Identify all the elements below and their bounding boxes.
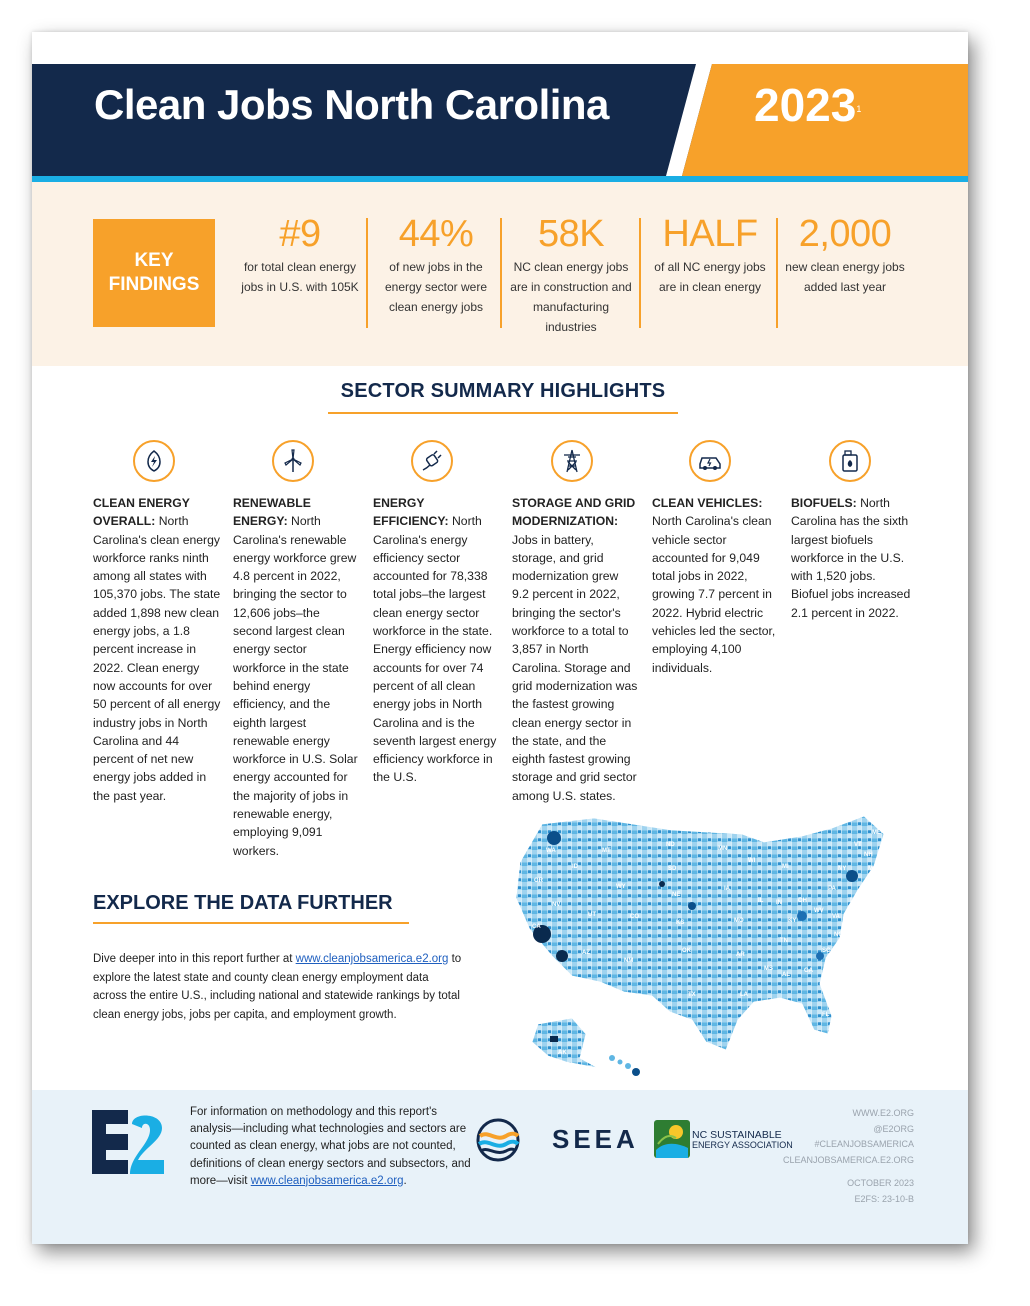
explore-paragraph — [93, 950, 463, 1024]
footer-code: E2FS: 23-10-B — [854, 1193, 914, 1204]
sector-renewable-energy — [233, 494, 359, 860]
map-label: TX — [688, 992, 696, 998]
stat-description — [506, 257, 636, 337]
stat-divider — [366, 218, 368, 328]
stat-new-jobs-share — [376, 212, 496, 317]
map-label: WA — [546, 848, 556, 854]
sector-text: Jobs in battery, storage, and grid modernization grew 9.2 percent in 2022, bringing the sector's workforce to a total to 3,857 in North Carolina. Storage and grid modernization was the fastest growing clean energy sector in the state, and the eighth fastest growing storage and grid sector among U.S. states. — [512, 532, 638, 803]
stat-desc-line: are in clean energy — [658, 280, 762, 294]
map-label: OK — [682, 948, 691, 954]
report-year — [754, 78, 861, 132]
stat-desc-line: NC clean energy jobs — [513, 260, 629, 274]
key-findings-label — [93, 219, 215, 327]
map-label: SC — [822, 948, 831, 954]
key-findings-label-line1: KEY — [134, 250, 174, 271]
seea-logo-icon — [476, 1118, 548, 1167]
explore-text-before: Dive deeper into in this report further at — [93, 953, 296, 965]
map-label: OR — [534, 878, 543, 884]
stat-description — [376, 257, 496, 317]
stat-value: 58K — [537, 213, 605, 255]
stat-desc-line: energy sector were — [384, 280, 488, 294]
sector-heading: BIOFUELS: — [791, 496, 857, 510]
map-label: HI — [614, 1050, 620, 1056]
ncsea-logo-icon — [654, 1120, 690, 1163]
map-label: IA — [724, 886, 730, 892]
map-label: KY — [788, 918, 797, 924]
sector-heading: ENERGY EFFICIENCY: — [373, 496, 449, 529]
map-label: MN — [718, 846, 728, 852]
map-label: LA — [740, 992, 748, 998]
leaf-bolt-icon — [133, 440, 175, 482]
sector-clean-vehicles — [652, 494, 778, 677]
sector-clean-energy-overall — [93, 494, 221, 805]
explore-title: EXPLORE THE DATA FURTHER — [93, 892, 393, 914]
plug-icon — [411, 440, 453, 482]
electric-car-icon — [689, 440, 731, 482]
sector-text: North Carolina's energy efficiency sector accounted for 78,338 total jobs–the largest clean energy sector workforce in the state. Energy efficiency now accounts for over 74 percent of all clean energy jobs in North Carolina and is the seventh largest energy efficiency workforce in the U.S. — [373, 514, 497, 785]
map-label: UT — [588, 912, 596, 918]
stat-desc-line: added last year — [803, 280, 887, 294]
map-label: CO — [630, 914, 639, 920]
stat-divider — [639, 218, 641, 328]
sector-summary-title: SECTOR SUMMARY HIGHLIGHTS — [340, 380, 666, 402]
power-tower-icon — [551, 440, 593, 482]
stat-new-jobs-added — [784, 212, 906, 297]
methodology-link[interactable]: www.cleanjobsamerica.e2.org — [250, 1174, 404, 1187]
map-label: ND — [666, 842, 675, 848]
stat-construction-jobs — [506, 212, 636, 337]
methodology-text-after: . — [403, 1174, 407, 1187]
stat-energy-jobs-half — [646, 212, 774, 297]
ncsea-logo-text — [692, 1130, 793, 1150]
map-label: WY — [616, 884, 626, 890]
sector-heading: CLEAN ENERGY OVERALL: — [93, 496, 190, 529]
map-label: MS — [764, 966, 773, 972]
map-label: DE — [850, 898, 859, 904]
sector-heading: CLEAN VEHICLES: — [652, 496, 763, 510]
stat-divider — [776, 218, 778, 328]
wind-turbine-icon — [272, 440, 314, 482]
map-label: NY — [838, 866, 847, 872]
sector-text: North Carolina's clean energy workforce ranks ninth among all states with 105,370 jobs. The state added 1,898 new clean energy jobs, a 1.8 percent increase in 2022. Clean energy now accounts for over 50 percent of all energy industry jobs in North Carolina and 44 percent of net new energy jobs added in the past year. — [93, 514, 221, 803]
ncsea-line: NC SUSTAINABLE — [692, 1129, 782, 1141]
map-label: AL — [782, 972, 790, 978]
header-banner — [32, 64, 968, 176]
map-label: WV — [814, 908, 824, 914]
footer-handle: @E2ORG — [873, 1123, 914, 1134]
map-label: OH — [798, 898, 807, 904]
map-label: SD — [668, 866, 677, 872]
stat-description — [784, 257, 906, 297]
stat-rank — [232, 212, 368, 297]
map-label: CA — [532, 924, 541, 930]
map-label: MI — [782, 864, 789, 870]
stat-value: HALF — [662, 213, 758, 255]
map-label: NE — [672, 892, 681, 898]
map-label: GA — [804, 968, 813, 974]
map-label: KS — [676, 920, 685, 926]
map-label: WI — [748, 858, 756, 864]
map-label: NC — [834, 932, 843, 938]
map-label: AZ — [582, 950, 590, 956]
key-findings-band — [32, 182, 968, 366]
stat-desc-line: manufacturing industries — [532, 300, 610, 334]
map-label: AR — [736, 952, 745, 958]
stat-desc-line: jobs in U.S. with 105K — [241, 280, 359, 294]
map-label: IL — [758, 898, 764, 904]
stat-value: 2,000 — [798, 213, 892, 255]
sector-storage-grid — [512, 494, 638, 805]
map-label: NH — [864, 852, 873, 858]
map-label: ME — [872, 830, 881, 836]
sector-text: North Carolina has the sixth largest biofuels workforce in the U.S. with 1,520 jobs. Biofuel jobs increased 2.1 percent in 2022. — [791, 496, 911, 620]
sector-energy-efficiency — [373, 494, 497, 787]
explore-link[interactable]: www.cleanjobsamerica.e2.org — [295, 953, 449, 965]
e2-logo — [92, 1110, 166, 1179]
stat-desc-line: are in construction and — [510, 280, 632, 294]
stat-divider — [500, 218, 502, 328]
stat-description — [232, 257, 368, 297]
footer-site[interactable]: CLEANJOBSAMERICA.E2.ORG — [782, 1154, 914, 1165]
stat-desc-line: clean energy jobs — [388, 300, 484, 314]
map-label: VA — [832, 914, 840, 920]
map-label: MA — [868, 866, 878, 872]
map-label: IN — [776, 900, 782, 906]
stat-desc-line: of all NC energy jobs — [654, 260, 766, 274]
ncsea-line: ENERGY ASSOCIATION — [692, 1140, 793, 1150]
footer-spacer — [783, 1168, 914, 1176]
page-title: Clean Jobs North Carolina — [94, 81, 609, 128]
map-label: AK — [558, 1050, 567, 1056]
stat-desc-line: new clean energy jobs — [785, 260, 905, 274]
key-findings-label-line2: FINDINGS — [108, 274, 200, 295]
stat-desc-line: of new jobs in the — [389, 260, 483, 274]
stat-desc-line: for total clean energy — [243, 260, 357, 274]
footer-hashtag: #CLEANJOBSAMERICA — [814, 1139, 914, 1149]
map-label: NV — [552, 902, 561, 908]
map-label: NM — [624, 958, 634, 964]
map-label: MO — [734, 918, 744, 924]
sector-biofuels — [791, 494, 915, 622]
us-county-map-icon — [502, 806, 888, 1078]
footer-website[interactable]: WWW.E2.ORG — [852, 1108, 914, 1118]
sector-heading: STORAGE AND GRID MODERNIZATION: — [512, 496, 636, 529]
footer-date: OCTOBER 2023 — [847, 1178, 914, 1188]
fact-sheet-page — [32, 32, 968, 1244]
footer — [32, 1090, 968, 1244]
year-footnote-marker: 1 — [856, 104, 862, 114]
map-label: MT — [602, 848, 611, 854]
report-year-value: 2023 — [754, 79, 857, 131]
footer-contact-block — [783, 1106, 914, 1207]
methodology-text-before: For information on methodology and this report's analysis—including what technologies and sectors are counted as clean energy, what jobs are not counted, definitions of clean energy sectors and subsectors, and more—visit — [190, 1106, 471, 1187]
sector-text: North Carolina's clean vehicle sector accounted for 9,049 total jobs in 2022, growing 7.7 percent in 2022. Hybrid electric vehicles led the sector, employing 4,100 individuals. — [652, 514, 776, 675]
explore-text-after: to explore the latest state and county clean energy employment data across the entire U.S., including national and statewide rankings by total clean energy jobs, jobs per capita, and employment growth. — [93, 953, 462, 1021]
section-underline — [328, 412, 678, 414]
map-label: VT — [854, 842, 862, 848]
stat-value: 44% — [398, 213, 474, 255]
section-underline — [93, 922, 409, 924]
seea-logo-text: SEEA — [552, 1124, 639, 1154]
sector-heading: RENEWABLE ENERGY: — [233, 496, 311, 529]
sector-text: North Carolina's renewable energy workforce grew 4.8 percent in 2022, bringing the sector to 12,606 jobs–the second largest clean energy sector workforce in the state behind energy efficiency, and the eighth largest renewable energy workforce in U.S. Solar energy accounted for the majority of jobs in renewable energy, employing 9,091 workers. — [233, 514, 358, 858]
map-label: ID — [572, 864, 578, 870]
map-label: FL — [822, 1012, 830, 1018]
map-label: TN — [780, 938, 788, 944]
methodology-text — [190, 1104, 480, 1190]
stat-value: #9 — [279, 213, 321, 255]
fuel-can-icon — [829, 440, 871, 482]
stat-description — [646, 257, 774, 297]
map-label: PA — [828, 886, 836, 892]
